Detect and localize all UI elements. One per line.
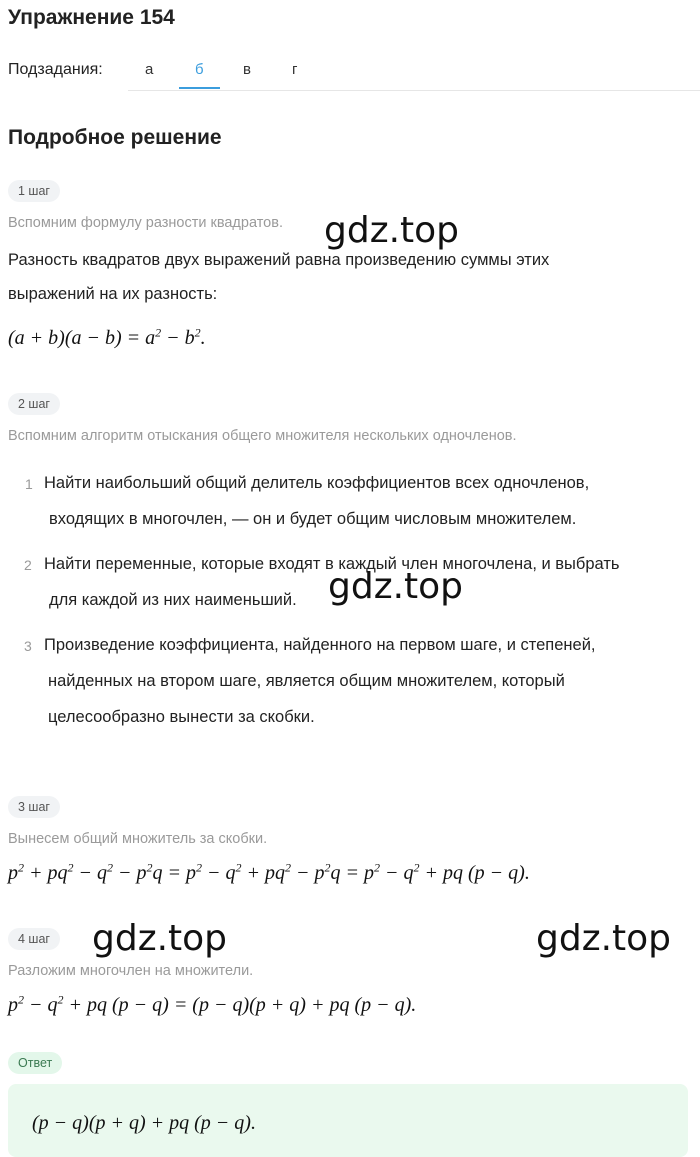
- step-badge: 2 шаг: [8, 393, 60, 415]
- list-item-line: Найти переменные, которые входят в каждый член многочлена, и выбрать: [44, 555, 620, 573]
- page-title: Упражнение 154: [8, 6, 175, 29]
- list-number: 1: [25, 476, 33, 492]
- list-item-line: найденных на втором шаге, является общим множителем, который: [48, 672, 565, 690]
- watermark: gdz.top: [324, 210, 460, 251]
- active-tab-indicator: [179, 87, 220, 89]
- step-text: [8, 243, 549, 311]
- step-text-line: выражений на их разность:: [8, 285, 218, 303]
- list-item-line: Найти наибольший общий делитель коэффициентов всех одночленов,: [44, 474, 590, 492]
- watermark: gdz.top: [328, 566, 464, 607]
- tab-v[interactable]: в: [243, 61, 251, 78]
- subtask-tabs: [128, 52, 700, 91]
- watermark: gdz.top: [536, 918, 672, 959]
- list-item-line: целесообразно вынести за скобки.: [48, 708, 315, 726]
- formula: $p^2 + pq^2 - q^2 - p^2q = p^2 - q^2 + pq^2 - p^2q = p^2 - q^2$ + pq (p − q).: [8, 860, 530, 884]
- tab-a[interactable]: а: [145, 61, 154, 78]
- answer-box: [8, 1084, 688, 1157]
- step-hint: Разложим многочлен на множители.: [8, 963, 254, 979]
- answer-formula: (p − q)(p + q) + pq (p − q).: [32, 1112, 256, 1134]
- step-badge: 4 шаг: [8, 928, 60, 950]
- formula: $p^2 - q^2$ + pq (p − q) = (p − q)(p + q) + pq (p − q).: [8, 992, 417, 1016]
- answer-badge: Ответ: [8, 1052, 62, 1074]
- list-number: 2: [24, 557, 32, 573]
- subtasks-label: Подзадания:: [8, 61, 103, 78]
- tab-b[interactable]: б: [195, 61, 204, 78]
- step-hint: Вспомним алгоритм отыскания общего множителя нескольких одночленов.: [8, 428, 517, 444]
- list-number: 3: [24, 638, 32, 654]
- watermark: gdz.top: [92, 918, 228, 959]
- step-hint: Вспомним формулу разности квадратов.: [8, 215, 283, 231]
- list-item-line: для каждой из них наименьший.: [49, 591, 297, 609]
- section-title: Подробное решение: [8, 126, 222, 149]
- list-item-line: входящих в многочлен, — он и будет общим числовым множителем.: [49, 510, 577, 528]
- step-badge: 3 шаг: [8, 796, 60, 818]
- step-badge: 1 шаг: [8, 180, 60, 202]
- list-item-line: Произведение коэффициента, найденного на первом шаге, и степеней,: [44, 636, 596, 654]
- list-item: [44, 465, 589, 537]
- step-text-line: Разность квадратов двух выражений равна произведению суммы этих: [8, 251, 550, 269]
- list-item: [44, 627, 596, 735]
- step-hint: Вынесем общий множитель за скобки.: [8, 831, 268, 847]
- formula: $(a + b)(a - b) = a^2 - b^2$.: [8, 325, 206, 349]
- tab-g[interactable]: г: [292, 61, 298, 78]
